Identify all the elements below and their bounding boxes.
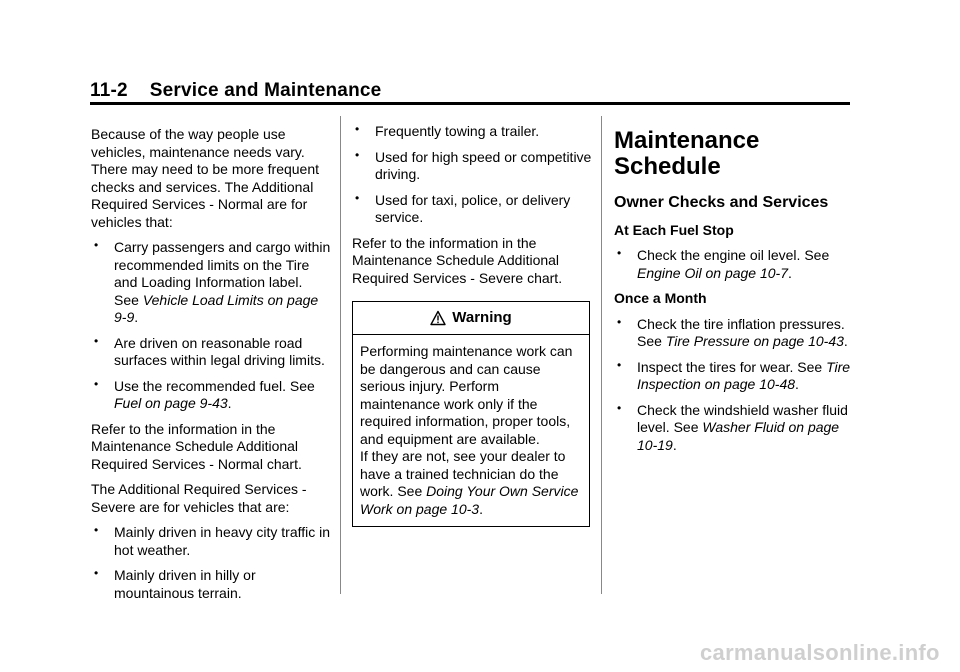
bullet-icon: • <box>617 400 622 415</box>
page-reference[interactable]: Tire Pressure on page 10-43 <box>665 333 844 349</box>
severe-refer-paragraph: Refer to the information in the Maintenance Schedule Additional Required Services - Severe chart. <box>352 234 563 286</box>
list-item: • Inspect the tires for wear. See Tire Inspection on page 10-48. <box>617 357 851 392</box>
column-2 <box>352 123 592 527</box>
watermark: carmanualsonline.info <box>700 640 940 665</box>
normal-list <box>91 239 331 413</box>
bullet-icon: • <box>94 523 99 537</box>
intro-paragraph: Because of the way people use vehicles, maintenance needs vary. There may need to be more frequent checks and services. The Additional Required Services - Normal are for vehicles that: <box>91 126 320 230</box>
subheading: Owner Checks and Services <box>614 194 829 211</box>
column-divider <box>340 116 341 594</box>
bullet-icon: • <box>94 566 99 580</box>
page-reference[interactable]: Vehicle Load Limits on page 9-9 <box>114 291 319 325</box>
list-item: • Used for taxi, police, or delivery service. <box>355 190 571 225</box>
page-reference[interactable]: Washer Fluid on page 10-19 <box>637 419 840 453</box>
list-item: • Check the windshield washer fluid level. See Washer Fluid on page 10-19. <box>617 400 848 453</box>
list-item: • Check the engine oil level. See Engine Oil on page 10-7. <box>617 246 830 281</box>
bullet-icon: • <box>617 314 622 329</box>
list-item: • Use the recommended fuel. See Fuel on page 9-43. <box>94 376 315 411</box>
warning-paragraph: Performing maintenance work can be dangerous and can cause serious injury. Perform maintenance work only if the required information, proper tools, and equipment are available. <box>360 343 573 447</box>
fuel-stop-list <box>614 247 858 282</box>
bullet-icon: • <box>355 190 360 205</box>
month-heading: Once a Month <box>614 290 707 306</box>
header-rule <box>90 102 850 105</box>
page-reference[interactable]: Engine Oil on page 10-7 <box>637 264 788 281</box>
list-item: • Frequently towing a trailer. <box>355 122 540 139</box>
column-divider <box>601 116 602 594</box>
bullet-icon: • <box>94 333 99 348</box>
column-1 <box>91 126 331 610</box>
page-reference[interactable]: Fuel on page 9-43 <box>114 395 228 411</box>
section-title: Service and Maintenance <box>149 80 382 101</box>
month-list <box>614 316 858 455</box>
page-reference[interactable]: Doing Your Own Service Work on page 10-3 <box>360 483 579 517</box>
normal-refer-paragraph: Refer to the information in the Maintenance Schedule Additional Required Services - Normal chart. <box>91 420 302 472</box>
bullet-icon: • <box>94 376 99 391</box>
page-reference[interactable]: Tire Inspection on page 10-48 <box>637 358 851 392</box>
header-title <box>90 80 850 102</box>
severe-list <box>91 524 331 602</box>
page-header <box>90 80 850 102</box>
warning-paragraph: If they are not, see your dealer to have a trained technician do the work. See Doing Your Own Service Work on page 10-3. <box>360 448 579 517</box>
page-heading: Maintenance Schedule <box>614 127 760 180</box>
warning-box <box>352 301 590 527</box>
warning-header <box>353 302 589 335</box>
bullet-icon: • <box>355 122 360 136</box>
severe-intro-paragraph: The Additional Required Services - Severe are for vehicles that are: <box>91 481 307 515</box>
list-item: • Carry passengers and cargo within recommended limits on the Tire and Loading Information label. See Vehicle Load Limits on page 9-9. <box>94 238 331 325</box>
warning-body <box>353 335 589 526</box>
bullet-icon: • <box>355 147 360 162</box>
list-item: • Mainly driven in hilly or mountainous terrain. <box>94 566 256 601</box>
list-item: • Check the tire inflation pressures. See Tire Pressure on page 10-43. <box>617 314 848 349</box>
list-item: • Mainly driven in heavy city traffic in hot weather. <box>94 523 331 558</box>
warning-title: Warning <box>452 309 512 327</box>
warning-triangle-icon <box>430 310 446 326</box>
bullet-icon: • <box>617 246 622 260</box>
list-item: • Used for high speed or competitive driving. <box>355 147 592 182</box>
column-3 <box>614 128 858 462</box>
bullet-icon: • <box>617 357 622 372</box>
severe-list-continued <box>352 123 592 227</box>
bullet-icon: • <box>94 238 99 252</box>
page-number: 11-2 <box>90 80 128 101</box>
fuel-stop-heading: At Each Fuel Stop <box>614 221 734 238</box>
list-item: • Are driven on reasonable road surfaces within legal driving limits. <box>94 333 325 368</box>
